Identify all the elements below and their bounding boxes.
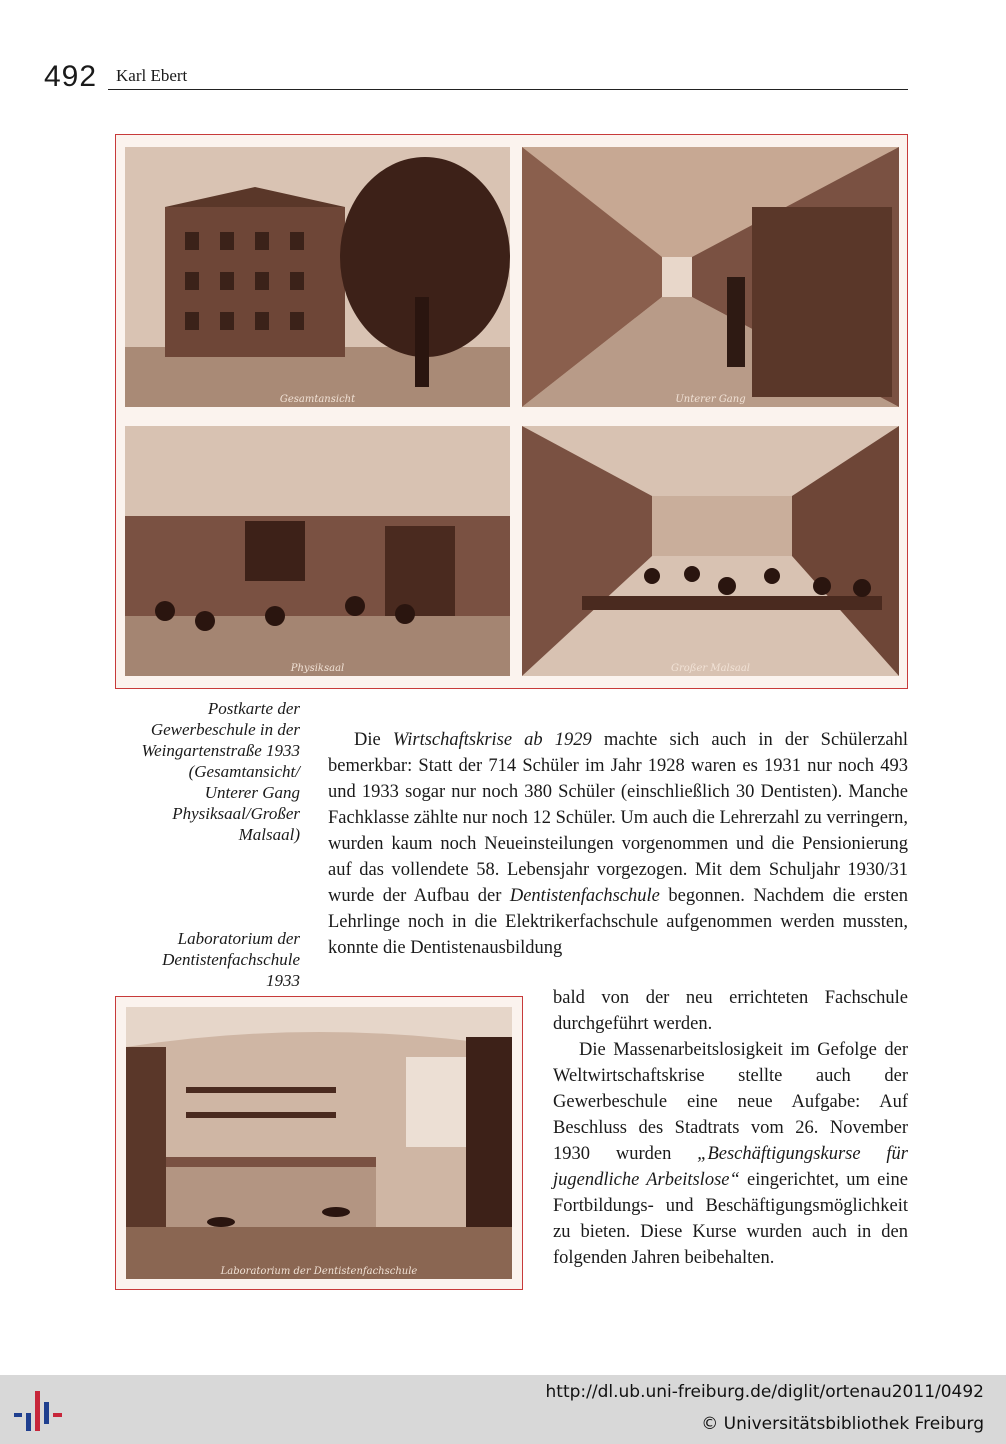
postcard-image: [115, 134, 908, 689]
page-number: 492: [44, 60, 98, 93]
caption-line: Dentistenfachschule: [162, 950, 300, 969]
body-paragraph-1: [328, 727, 908, 961]
header-rule: [108, 89, 908, 90]
photo-caption: Großer Malsaal: [671, 663, 750, 674]
paragraph: [553, 1037, 908, 1271]
text-run: Die: [354, 730, 393, 750]
paragraph: bald von der neu errichteten Fachschule durchgeführt werden.: [553, 988, 908, 1034]
paragraph: [328, 727, 908, 961]
caption-line: Unterer Gang: [204, 783, 300, 802]
caption-line: 1933: [266, 971, 300, 990]
caption-line: (Gesamtansicht/: [188, 762, 300, 781]
photo-caption: Laboratorium der Dentistenfachschule: [220, 1266, 418, 1277]
footer-url-link[interactable]: http://dl.ub.uni-freiburg.de/diglit/ortenau2011/0492: [545, 1382, 984, 1402]
caption-line: Weingartenstraße 1933: [141, 741, 300, 760]
emphasis: „Beschäftigungskurse für jugendliche Arbeitslose“: [553, 1144, 909, 1190]
photo-laboratorium: [126, 1007, 512, 1279]
ub-freiburg-logo-icon: [14, 1388, 62, 1434]
lab-caption: [100, 928, 300, 991]
text-run: begonnen. Nachdem die ersten Lehrlinge noch in die Elektrikerfachschule aufgenommen werden mussten, konnte die Dentistenausbildung: [328, 886, 908, 958]
postcard-caption: [100, 698, 300, 845]
photo-caption: Gesamtansicht: [279, 394, 356, 405]
caption-line: Laboratorium der: [177, 929, 300, 948]
photo-gesamtansicht: [125, 147, 510, 407]
caption-line: Malsaal): [238, 825, 300, 844]
caption-line: Physiksaal/Großer: [172, 804, 300, 823]
lab-image: [115, 996, 523, 1290]
footer-copyright: © Universitätsbibliothek Freiburg: [701, 1414, 984, 1434]
caption-line: Gewerbeschule in der: [150, 720, 300, 739]
emphasis: Dentistenfachschule: [509, 886, 660, 906]
emphasis: Wirtschaftskrise ab 1929: [392, 730, 592, 750]
running-head: Karl Ebert: [116, 66, 188, 85]
text-run: Die Massenarbeitslosigkeit im Gefolge der Weltwirtschaftskrise stellte auch der Gewerbeschule eine neue Aufgabe: Auf Beschluss des Stadtrats vom 26. November 1930 wurden: [553, 1040, 908, 1164]
text-run: eingerichtet, um eine Fortbildungs- und Beschäftigungsmöglichkeit zu bieten. Diese Kurse wurden auch in den folgenden Jahren beibehalten.: [553, 1170, 908, 1268]
caption-line: Postkarte der: [207, 699, 300, 718]
photo-caption: Unterer Gang: [675, 394, 746, 405]
photo-caption: Physiksaal: [290, 663, 345, 674]
photo-unterer-gang: [522, 147, 899, 407]
photo-physiksaal: [125, 426, 510, 676]
photo-grosser-malsaal: [522, 426, 899, 676]
text-run: machte sich auch in der Schülerzahl bemerkbar: Statt der 714 Schüler im Jahr 1928 waren es 1931 nur noch 493 und 1933 sogar nur noch 380 Schüler (einschließlich 30 Dentisten). Manche Fachklasse zählte nur noch 12 Schüler. Um auch die Lehrerzahl zu verringern, wurden kaum noch Neueinsteilungen vorgenommen und die Pensionierung auf das vollendete 58. Lebensjahr vorgezogen. Mit dem Schuljahr 1930/31 wurde der Aufbau der: [328, 730, 908, 906]
body-paragraph-2: [553, 985, 908, 1271]
